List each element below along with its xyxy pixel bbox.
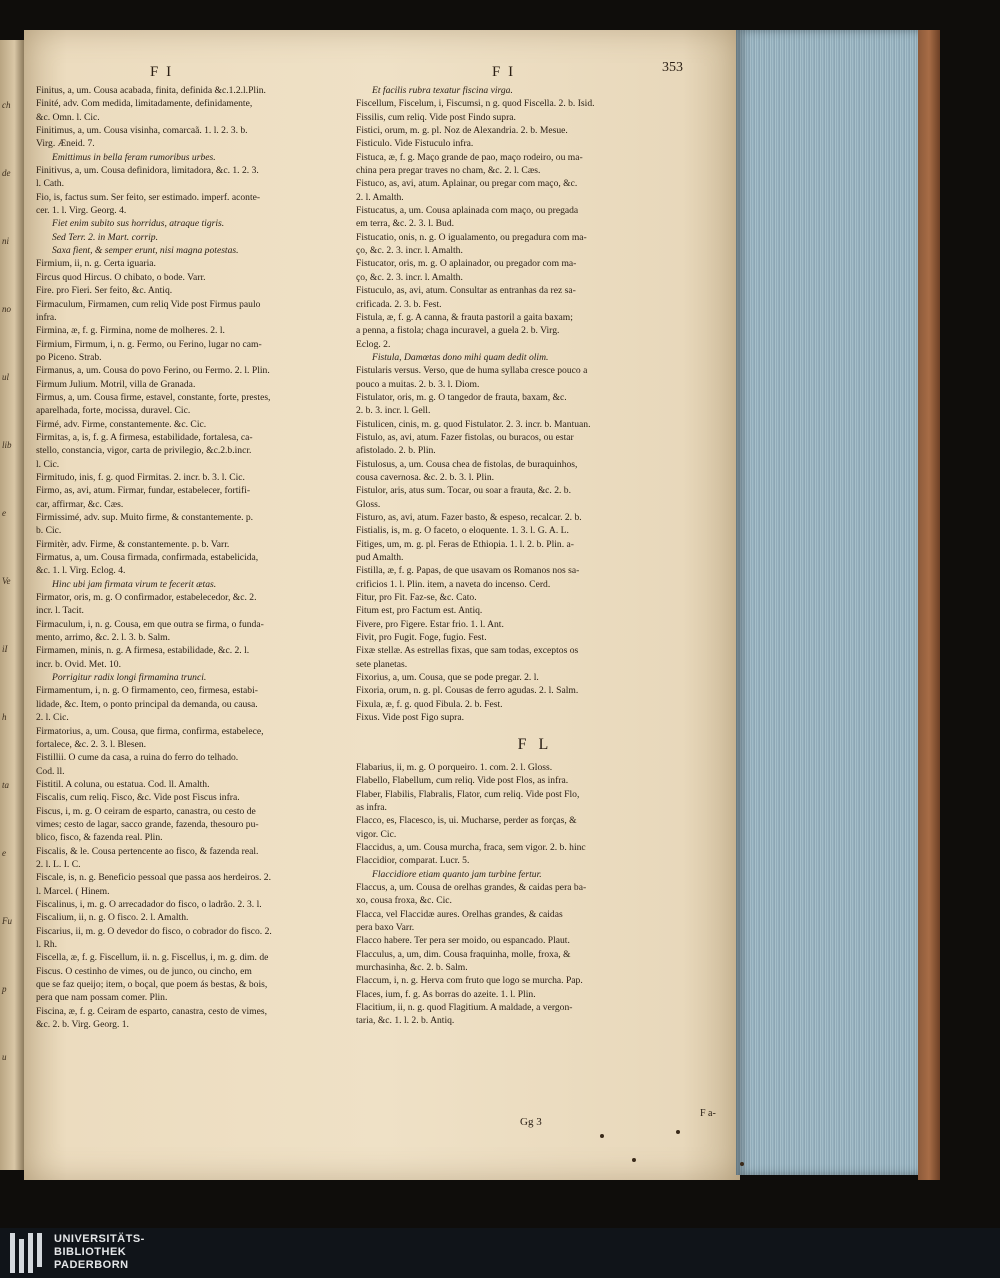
page-block-edge [736, 30, 918, 1175]
text-line: Firmator, oris, m. g. O confirmador, estabelecedor, &c. 2. [36, 592, 257, 604]
right-column-entries-fl [356, 761, 714, 1028]
text-line: Fisticulo. Vide Fistuculo infra. [356, 138, 474, 150]
text-line: Flaccidiore etiam quanto jam turbine fertur. [372, 868, 542, 880]
text-line: l. Cath. [36, 178, 64, 190]
text-line: Fistula, Damœtas dono mihi quam dedit olim. [372, 351, 549, 363]
text-line: Fixus. Vide post Figo supra. [356, 712, 464, 724]
text-line: Firmum Julium. Motril, villa de Granada. [36, 378, 196, 390]
text-line: pera que nam possam comer. Plin. [36, 992, 168, 1004]
library-footer-bar [0, 1228, 1000, 1278]
text-line: que se faz queijo; item, o boçal, que poem ás bestas, & bois, [36, 979, 268, 991]
text-line: Fiscellum, Fiscelum, i, Fiscumsi, n g. quod Fiscella. 2. b. Isid. [356, 98, 595, 110]
text-line: Fiscale, is, n. g. Beneficio pessoal que passa aos herdeiros. 2. [36, 872, 271, 884]
text-line: em terra, &c. 2. 3. l. Bud. [356, 218, 455, 230]
text-line: fortalece, &c. 2. 3. l. Blesen. [36, 738, 147, 750]
text-line: Fistialis, is, m. g. O faceto, o eloquente. 1. 3. l. G. A. L. [356, 525, 569, 537]
margin-fragment: u [2, 1052, 7, 1062]
text-line: cer. 1. l. Virg. Georg. 4. [36, 205, 127, 217]
text-line: 2. l. Amalth. [356, 191, 404, 203]
text-line: po Piceno. Strab. [36, 351, 102, 363]
text-line: Fistuco, as, avi, atum. Aplainar, ou pregar com maço, &c. [356, 178, 578, 190]
running-header-left: F I [150, 64, 174, 80]
text-line: Firmamentum, i, n. g. O firmamento, ceo, firmesa, estabi- [36, 685, 258, 697]
text-line: Fiet enim subito sus horridus, atraque tigris. [52, 218, 225, 230]
text-line: Fistuca, æ, f. g. Maço grande de pao, maço rodeiro, ou ma- [356, 151, 583, 163]
text-line: Firmaculum, i, n. g. Cousa, em que outra se firma, o funda- [36, 618, 264, 630]
text-line: Et facilis rubra texatur fiscina virga. [372, 85, 513, 96]
book-cover-edge [918, 30, 940, 1180]
text-line: Emittimus in bella feram rumoribus urbes. [52, 151, 216, 163]
text-line: Firmium, ii, n. g. Certa iguaria. [36, 258, 156, 270]
text-line: Fistularis versus. Verso, que de huma syllaba cresce pouco a [356, 365, 588, 377]
text-line: vigor. Cic. [356, 828, 397, 840]
text-line: ço, &c. 2. 3. incr. l. Amalth. [356, 271, 463, 283]
text-line: Flacco habere. Ter pera ser moido, ou espancado. Plaut. [356, 935, 570, 947]
text-line: xo, cousa froxa, &c. Cic. [356, 895, 452, 907]
catchword: F a- [700, 1108, 716, 1119]
signature-mark: Gg 3 [520, 1116, 542, 1128]
text-line: Flacca, vel Flaccidæ aures. Orelhas grandes, & caidas [356, 908, 563, 920]
text-line: blico, fisco, & fazenda real. Plin. [36, 832, 163, 844]
margin-fragment: p [2, 984, 7, 994]
text-line: Fircus quod Hircus. O chibato, o bode. Varr. [36, 271, 206, 283]
text-line: lidade, &c. Item, o ponto principal da demanda, ou causa. [36, 698, 258, 710]
text-line: Fiscus, i, m. g. O ceiram de esparto, canastra, ou cesto de [36, 805, 256, 817]
text-line: Fixæ stellæ. As estrellas fixas, que sam todas, exceptos os [356, 645, 579, 657]
text-line: sete planetas. [356, 658, 408, 670]
text-line: Gloss. [356, 498, 381, 510]
text-line: 2. l. Cic. [36, 712, 69, 724]
worm-hole [600, 1134, 604, 1138]
text-line: aparelhada, forte, mocissa, duravel. Cic. [36, 405, 191, 417]
text-line: l. Marcel. ( Hinem. [36, 885, 110, 897]
text-line: infra. [36, 311, 57, 323]
text-line: Flaces, ium, f. g. As borras do azeite. 1. l. Plin. [356, 988, 536, 1000]
text-line: ço, &c. 2. 3. incr. l. Amalth. [356, 245, 463, 257]
text-line: Firmitèr, adv. Firme, & constantemente. p. b. Varr. [36, 538, 230, 550]
text-line: Fivit, pro Fugit. Foge, fugio. Fest. [356, 632, 487, 644]
margin-fragment: lib [2, 440, 12, 450]
text-line: Firmus, a, um. Cousa firme, estavel, constante, forte, prestes, [36, 391, 271, 403]
text-line: Saxa fient, & semper erunt, nisi magna potestas. [52, 245, 239, 257]
text-line: Fitiges, um, m. g. pl. Feras de Ethiopia. 1. l. 2. b. Plin. a- [356, 538, 574, 550]
text-line: Fixula, æ, f. g. quod Fibula. 2. b. Fest. [356, 698, 503, 710]
text-line: cousa cavernosa. &c. 2. b. 3. l. Plin. [356, 471, 495, 483]
text-line: Finité, adv. Com medida, limitadamente, definidamente, [36, 98, 253, 110]
text-line: Fiscalium, ii, n. g. O fisco. 2. l. Amalth. [36, 912, 189, 924]
text-line: &c. 1. l. Virg. Eclog. 4. [36, 565, 126, 577]
text-line: vimes; cesto de lagar, sacco grande, fazenda, thesouro pu- [36, 818, 259, 830]
margin-fragment: h [2, 712, 7, 722]
text-line: a penna, a fistola; chaga incuravel, a guela 2. b. Virg. [356, 325, 560, 337]
text-line: pud Amalth. [356, 552, 404, 564]
text-line: Firmé, adv. Firme, constantemente. &c. Cic. [36, 418, 207, 430]
text-line: Firmatus, a, um. Cousa firmada, confirmada, estabelicida, [36, 552, 259, 564]
text-line: car, affirmar, &c. Cæs. [36, 498, 124, 510]
text-line: incr. b. Ovid. Met. 10. [36, 658, 122, 670]
text-line: 2. b. 3. incr. l. Gell. [356, 405, 431, 417]
text-line: Fistillii. O cume da casa, a ruina do ferro do telhado. [36, 752, 239, 764]
text-line: Flacculus, a, um, dim. Cousa fraquinha, molle, froxa, & [356, 948, 571, 960]
text-line: incr. l. Tacit. [36, 605, 84, 617]
text-line: Fistulicen, cinis, m. g. quod Fistulator. 2. 3. incr. b. Mantuan. [356, 418, 591, 430]
margin-fragment: no [2, 304, 11, 314]
text-line: Hinc ubi jam firmata virum te fecerit ætas. [52, 578, 217, 590]
text-line: Flaber, Flabilis, Flabralis, Flator, cum reliq. Vide post Flo, [356, 788, 580, 800]
text-line: Flabarius, ii, m. g. O porqueiro. 1. com. 2. l. Gloss. [356, 761, 553, 773]
text-line: Sed Terr. 2. in Mart. corrip. [52, 231, 158, 243]
library-name [54, 1233, 145, 1272]
text-line: Fixorius, a, um. Cousa, que se pode pregar. 2. l. [356, 672, 539, 684]
text-line: Fistucatio, onis, n. g. O igualamento, ou pregadura com ma- [356, 231, 587, 243]
text-line: Firmitas, a, is, f. g. A firmesa, estabilidade, fortalesa, ca- [36, 431, 253, 443]
text-line: Flaccidus, a, um. Cousa murcha, fraca, sem vigor. 2. b. hinc [356, 841, 586, 853]
margin-fragment: ta [2, 780, 10, 790]
text-line: Fistulo, as, avi, atum. Fazer fistolas, ou buracos, ou estar [356, 431, 574, 443]
margin-fragment: ni [2, 236, 10, 246]
text-line: Flacco, es, Flacesco, is, ui. Mucharse, perder as forças, & [356, 815, 577, 827]
text-line: Firmanus, a, um. Cousa do povo Ferino, ou Fermo. 2. l. Plin. [36, 365, 270, 377]
text-line: l. Rh. [36, 939, 58, 950]
text-line: Fistilla, æ, f. g. Papas, de que usavam os Romanos nos sa- [356, 565, 580, 577]
text-line: stello, constancia, vigor, carta de privilegio, &c.2.b.incr. [36, 445, 252, 457]
text-line: Fiscus. O cestinho de vimes, ou de junco, ou cincho, em [36, 965, 252, 977]
text-line: Finitimus, a, um. Cousa visinha, comarcaã. 1. l. 2. 3. b. [36, 125, 248, 137]
text-line: Firmo, as, avi, atum. Firmar, fundar, estabelecer, fortifi- [36, 485, 251, 497]
text-line: Flaccus, a, um. Cousa de orelhas grandes, & caidas pera ba- [356, 881, 587, 893]
worm-hole [740, 1162, 744, 1166]
text-line: as infra. [356, 801, 387, 813]
right-column-entries-fi [356, 84, 714, 725]
library-name-line-1: UNIVERSITÄTS- [54, 1233, 145, 1245]
margin-fragment: de [2, 168, 11, 178]
text-line: Porrigitur radix longi firmamina trunci. [52, 672, 207, 684]
left-column [36, 84, 354, 1031]
text-line: &c. Omn. l. Cic. [36, 111, 100, 123]
library-name-line-2: BIBLIOTHEK [54, 1246, 127, 1258]
text-line: Flacitium, ii, n. g. quod Flagitium. A maldade, a vergon- [356, 1002, 573, 1014]
text-line: Fistula, æ, f. g. A canna, & frauta pastoril a gaita baxam; [356, 311, 573, 323]
text-line: china pera pregar traves no cham, &c. 2. l. Cæs. [356, 165, 541, 177]
library-logo-icon [8, 1233, 48, 1273]
text-line: Fire. pro Fieri. Ser feito, &c. Antiq. [36, 285, 173, 297]
margin-fragment: Fu [2, 916, 12, 926]
text-line: Fistucator, oris, m. g. O aplainador, ou pregador com ma- [356, 258, 577, 270]
text-line: Firmium, Firmum, i, n. g. Fermo, ou Ferino, lugar no cam- [36, 338, 262, 350]
text-line: Fissilis, cum reliq. Vide post Findo supra. [356, 111, 516, 123]
text-line: pouco a muitas. 2. b. 3. l. Diom. [356, 378, 480, 390]
margin-fragment: Ve [2, 576, 11, 586]
text-line: Fistulator, oris, m. g. O tangedor de frauta, baxam, &c. [356, 391, 567, 403]
text-line: Firmissimé, adv. sup. Muito firme, & constantemente. p. [36, 512, 254, 523]
text-line: afistolado. 2. b. Plin. [356, 445, 436, 457]
text-line: Fiscalis, & le. Cousa pertencente ao fisco, & fazenda real. [36, 845, 259, 857]
text-line: Fiscalis, cum reliq. Fisco, &c. Vide post Fiscus infra. [36, 792, 240, 804]
text-line: Firmitudo, inis, f. g. quod Firmitas. 2. incr. b. 3. l. Cic. [36, 471, 245, 483]
text-line: Fistucatus, a, um. Cousa aplainada com maço, ou pregada [356, 205, 579, 217]
worm-hole [676, 1130, 680, 1134]
previous-page-edge [0, 40, 26, 1170]
text-line: Eclog. 2. [356, 338, 391, 350]
text-line: mento, arrimo, &c. 2. l. 3. b. Salm. [36, 632, 171, 644]
text-line: Fisturo, as, avi, atum. Fazer basto, & espeso, recalcar. 2. b. [356, 512, 582, 523]
text-line: Fixoria, orum, n. g. pl. Cousas de ferro agudas. 2. l. Salm. [356, 685, 579, 697]
text-line: Fistici, orum, m. g. pl. Noz de Alexandria. 2. b. Mesue. [356, 125, 568, 137]
text-line: l. Cic. [36, 458, 60, 470]
text-line: Firmamen, minis, n. g. A firmesa, estabilidade, &c. 2. l. [36, 645, 250, 657]
text-line: Firmaculum, Firmamen, cum reliq Vide post Firmus paulo [36, 298, 261, 310]
text-line: Fiscarius, ii, m. g. O devedor do fisco, o cobrador do fisco. 2. [36, 925, 272, 937]
margin-fragment: e [2, 508, 6, 518]
text-line: crificada. 2. 3. b. Fest. [356, 298, 442, 310]
text-line: Fistulor, aris, atus sum. Tocar, ou soar a frauta, &c. 2. b. [356, 485, 571, 497]
text-line: Fiscalinus, i, m. g. O arrecadador do fisco, o ladrão. 2. 3. l. [36, 898, 262, 910]
running-header-right: F I [492, 64, 516, 80]
text-line: taria, &c. 1. l. 2. b. Antiq. [356, 1015, 455, 1027]
margin-fragment: iI [2, 644, 8, 654]
text-line: Finitivus, a, um. Cousa definidora, limitadora, &c. 1. 2. 3. [36, 165, 259, 177]
text-line: murchasinha, &c. 2. b. Salm. [356, 962, 468, 973]
text-line: Fitur, pro Fit. Faz-se, &c. Cato. [356, 592, 477, 604]
library-name-line-3: PADERBORN [54, 1259, 129, 1271]
right-column [356, 84, 714, 1028]
text-line: 2. l. L. I. C. [36, 858, 81, 870]
text-line: Fio, is, factus sum. Ser feito, ser estimado. imperf. aconte- [36, 191, 261, 203]
text-line: Fiscina, æ, f. g. Ceiram de esparto, canastra, cesto de vimes, [36, 1005, 267, 1017]
text-line: Fivere, pro Figere. Estar frio. 1. l. Ant. [356, 618, 504, 630]
text-line: Flaccidior, comparat. Lucr. 5. [356, 855, 470, 867]
text-line: Firmatorius, a, um. Cousa, que firma, confirma, estabelece, [36, 725, 264, 737]
text-line: Fistitil. A coluna, ou estatua. Cod. ll. Amalth. [36, 778, 210, 790]
margin-fragment: ul [2, 372, 10, 382]
text-line: Virg. Æneid. 7. [36, 138, 95, 150]
text-line: Firmina, æ, f. g. Firmina, nome de molheres. 2. l. [36, 325, 225, 337]
margin-fragment: e [2, 848, 6, 858]
page-number: 353 [662, 60, 683, 75]
text-line: Finitus, a, um. Cousa acabada, finita, definida &c.1.2.l.Plin. [36, 85, 266, 96]
text-line: &c. 2. b. Virg. Georg. 1. [36, 1019, 129, 1031]
text-line: Fistulosus, a, um. Cousa chea de fistolas, de buraquinhos, [356, 458, 578, 470]
text-line: Cod. ll. [36, 765, 65, 777]
worm-hole [632, 1158, 636, 1162]
text-line: crificios 1. l. Plin. item, a naveta do incenso. Cerd. [356, 578, 551, 590]
text-line: Flaccum, i, n. g. Herva com fruto que logo se murcha. Pap. [356, 975, 583, 987]
section-heading: F L [517, 735, 553, 753]
text-line: pera baxo Varr. [356, 921, 415, 933]
text-line: Flabello, Flabellum, cum reliq. Vide post Flos, as infra. [356, 775, 569, 787]
margin-fragment: ch [2, 100, 11, 110]
text-line: Fitum est, pro Factum est. Antiq. [356, 605, 483, 617]
text-line: Fistuculo, as, avi, atum. Consultar as entranhas da rez sa- [356, 285, 576, 297]
text-line: Fiscella, æ, f. g. Fiscellum, ii. n. g. Fiscellus, i, m. g. dim. de [36, 952, 269, 964]
text-line: b. Cic. [36, 525, 62, 537]
